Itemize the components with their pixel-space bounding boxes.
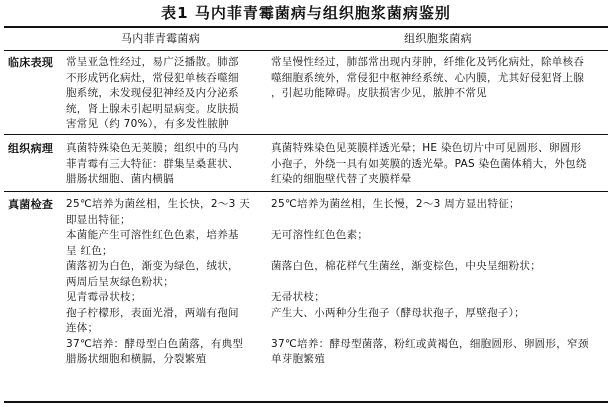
pathology-right-cell — [271, 141, 587, 188]
text-line: 常呈慢性经过，肺部常出现内芽肿，纤维化及钙化病灶，除单核吞 — [271, 56, 585, 68]
text-line — [271, 321, 589, 337]
text-line: 胞系统，未发现侵犯神经及内分泌系 — [66, 87, 239, 99]
text-line: 小孢子，外绕一具有如荚膜的透光晕。PAS 染色菌体稍大，外包绕 — [271, 157, 587, 170]
text-line: 常呈亚急性经过，易广泛播散。肺部 — [66, 56, 239, 68]
text-line: 两周后呈灰绿色粉状； — [66, 275, 174, 288]
text-line: 无可溶性红色色素； — [271, 229, 369, 241]
mycology-left-cell — [66, 197, 250, 368]
row-label-clinical: 临床表现 — [8, 56, 54, 69]
text-line: 产生大、小两种分生孢子（酵母状孢子，厚壁孢子）； — [271, 306, 525, 319]
text-line: 菲青霉有三大特征：群集呈桑葚状、 — [66, 157, 239, 170]
mycology-right-cell — [271, 197, 589, 368]
text-line: 红染的细胞壁代替了夹膜样晕 — [271, 173, 412, 185]
text-line: 25℃培养为菌丝相，生长慢，2～3 周方显出特征； — [271, 198, 520, 210]
row-rule — [4, 134, 608, 135]
text-line: 25℃培养为菌丝相，生长快，2～3 天 — [66, 198, 251, 210]
top-rule — [4, 26, 608, 28]
table-title: 表1 马内菲青霉菌病与组织胞浆菌病鉴别 — [161, 4, 451, 22]
column-header-left: 马内菲青霉菌病 — [120, 32, 201, 45]
text-line: 无帚状枝； — [271, 291, 325, 303]
text-line: 本菌能产生可溶性红色色素，培养基 — [66, 229, 239, 241]
row-rule — [4, 191, 608, 192]
column-header-right: 组织胞浆菌病 — [404, 32, 472, 45]
text-line: 菌落白色，棉花样气生菌丝，渐变棕色，中央呈细粉状； — [271, 260, 541, 272]
text-line: 呈 红色； — [66, 244, 113, 257]
text-line: 37℃培养：酵母型白色菌落，有典型 — [66, 337, 244, 350]
pathology-left-cell — [66, 141, 239, 188]
text-line: 菌落初为白色，渐变为绿色，绒状， — [66, 260, 239, 272]
text-line: 37℃培养：酵母型菌落，粉红或黄褐色，细胞圆形、卵圆形，窄颈 — [271, 337, 589, 350]
text-line: 害常见（约 70%），有多发性脓肿 — [66, 118, 230, 130]
text-line: 不形成钙化病灶，常侵犯单核吞噬细 — [66, 71, 239, 84]
text-line: 即显出特征； — [66, 213, 131, 226]
clinical-left-cell — [66, 55, 239, 133]
text-line — [271, 275, 589, 291]
row-label-mycology: 真菌检查 — [8, 198, 54, 211]
text-line — [271, 213, 589, 229]
text-line: 噬细胞系统外，常侵犯中枢神经系统、心内膜，尤其好侵犯肾上腺 — [271, 71, 585, 84]
text-line: 见青霉帚状枝； — [66, 291, 142, 303]
text-line: 真菌特殊染色见荚膜样透光晕；HE 染色切片中可见圆形、卵圆形 — [271, 142, 582, 154]
row-label-pathology: 组织病理 — [8, 142, 54, 155]
text-line: 连体； — [66, 322, 99, 334]
text-line: 腊肠状细胞和横膈，分裂繁殖 — [66, 353, 207, 365]
text-line: 单芽胞繁殖 — [271, 353, 325, 365]
clinical-right-cell — [271, 55, 584, 102]
text-line: 真菌特殊染色无荚膜；组织中的马内 — [66, 142, 239, 154]
text-line: 统，肾上腺未引起明显病变。皮肤损 — [66, 102, 239, 115]
text-line: ，引起功能障碍。皮肤损害少见，脓肿不常见 — [271, 87, 487, 99]
bottom-rule — [4, 401, 608, 403]
text-line: 孢子柠檬形，表面光滑，两端有孢间 — [66, 306, 239, 319]
text-line: 腊肠状细胞、菌内横膈 — [66, 173, 174, 185]
text-line — [271, 244, 589, 260]
header-rule — [4, 50, 608, 51]
